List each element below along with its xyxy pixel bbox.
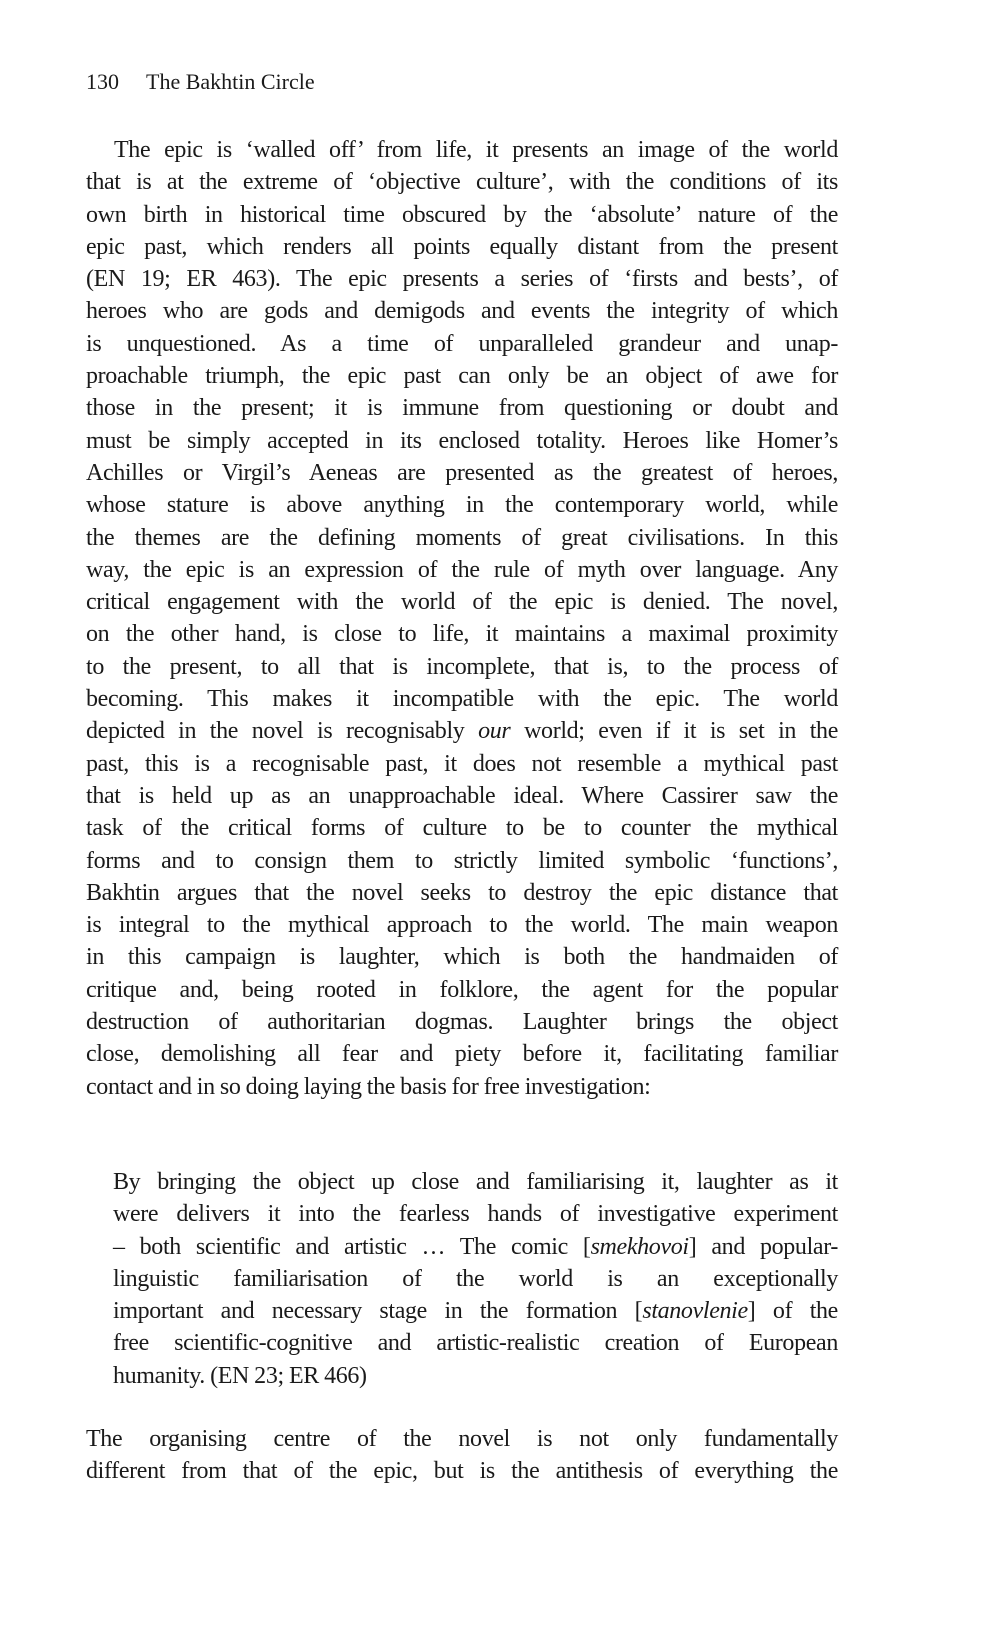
text-line: epic past, which renders all points equally distant from the present <box>86 233 838 260</box>
text-line: critique and, being rooted in folklore, the agent for the popular <box>86 976 838 1003</box>
quote-line <box>113 1295 838 1327</box>
text-line: (EN 19; ER 463). The epic presents a series of ‘firsts and bests’, of <box>86 266 838 293</box>
text-run: ] of the <box>747 1298 838 1325</box>
text-line: on the other hand, is close to life, it maintains a maximal proximity <box>86 621 838 648</box>
text-line: The organising centre of the novel is not only fundamentally <box>86 1426 838 1452</box>
text-line: whose stature is above anything in the contemporary world, while <box>86 492 838 519</box>
text-run: important and necessary stage in the formation [ <box>113 1298 643 1325</box>
text-line: Bakhtin argues that the novel seeks to destroy the epic distance that <box>86 879 838 906</box>
quote-line: free scientific-cognitive and artistic-realistic creation of European <box>113 1330 838 1357</box>
text-line: in this campaign is laughter, which is both the handmaiden of <box>86 944 838 971</box>
emphasis-text: stanovlenie <box>642 1298 748 1325</box>
text-run: ] and popular- <box>688 1233 839 1260</box>
emphasis-text: smekhovoi <box>590 1233 689 1260</box>
text-line: Achilles or Virgil’s Aeneas are presented as the greatest of heroes, <box>86 459 838 486</box>
text-line: task of the critical forms of culture to be to counter the mythical <box>86 815 838 842</box>
text-line: that is at the extreme of ‘objective culture’, with the conditions of its <box>86 169 838 196</box>
quote-line: humanity. (EN 23; ER 466) <box>113 1362 367 1389</box>
page-number: 130 <box>86 69 119 94</box>
text-line: destruction of authoritarian dogmas. Laughter brings the object <box>86 1009 838 1036</box>
text-line: those in the present; it is immune from questioning or doubt and <box>86 395 838 422</box>
quote-line: linguistic familiarisation of the world is an exceptionally <box>113 1265 838 1292</box>
text-line: critical engagement with the world of the epic is denied. The novel, <box>86 589 838 616</box>
running-head-title: The Bakhtin Circle <box>146 69 315 94</box>
text-line: proachable triumph, the epic past can only be an object of awe for <box>86 363 838 390</box>
text-line: past, this is a recognisable past, it does not resemble a mythical past <box>86 750 838 777</box>
body-paragraph-1 <box>86 134 838 1103</box>
quote-line: were delivers it into the fearless hands of investigative experiment <box>113 1201 838 1228</box>
text-run: – both scientific and artistic … The comic [ <box>113 1233 591 1260</box>
text-line: is integral to the mythical approach to the world. The main weapon <box>86 912 838 939</box>
text-run: world; even if it is set in the <box>510 718 839 745</box>
text-line: that is held up as an unapproachable ideal. Where Cassirer saw the <box>86 782 838 809</box>
text-line: way, the epic is an expression of the rule of myth over language. Any <box>86 556 838 583</box>
running-head <box>86 68 315 96</box>
text-line: heroes who are gods and demigods and events the integrity of which <box>86 298 838 325</box>
text-line: forms and to consign them to strictly limited symbolic ‘functions’, <box>86 847 838 874</box>
text-run: depicted in the novel is recognisably <box>86 718 479 745</box>
block-quote <box>113 1166 838 1392</box>
text-line: to the present, to all that is incomplete, that is, to the process of <box>86 653 838 680</box>
body-paragraph-2 <box>86 1423 838 1488</box>
text-line: must be simply accepted in its enclosed totality. Heroes like Homer’s <box>86 427 838 454</box>
text-line <box>86 715 838 747</box>
text-line: different from that of the epic, but is the antithesis of everything the <box>86 1458 838 1485</box>
text-line: close, demolishing all fear and piety before it, facilitating familiar <box>86 1041 838 1068</box>
text-line: contact and in so doing laying the basis for free investigation: <box>86 1073 651 1100</box>
quote-line: By bringing the object up close and familiarising it, laughter as it <box>113 1169 838 1195</box>
emphasis-text: our <box>478 718 511 745</box>
text-line: The epic is ‘walled off’ from life, it presents an image of the world <box>114 137 838 163</box>
text-line: is unquestioned. As a time of unparalleled grandeur and unap- <box>86 330 838 357</box>
quote-line <box>113 1231 838 1263</box>
text-line: own birth in historical time obscured by the ‘absolute’ nature of the <box>86 201 838 228</box>
text-line: the themes are the defining moments of great civilisations. In this <box>86 524 838 551</box>
text-line: becoming. This makes it incompatible with the epic. The world <box>86 686 838 713</box>
